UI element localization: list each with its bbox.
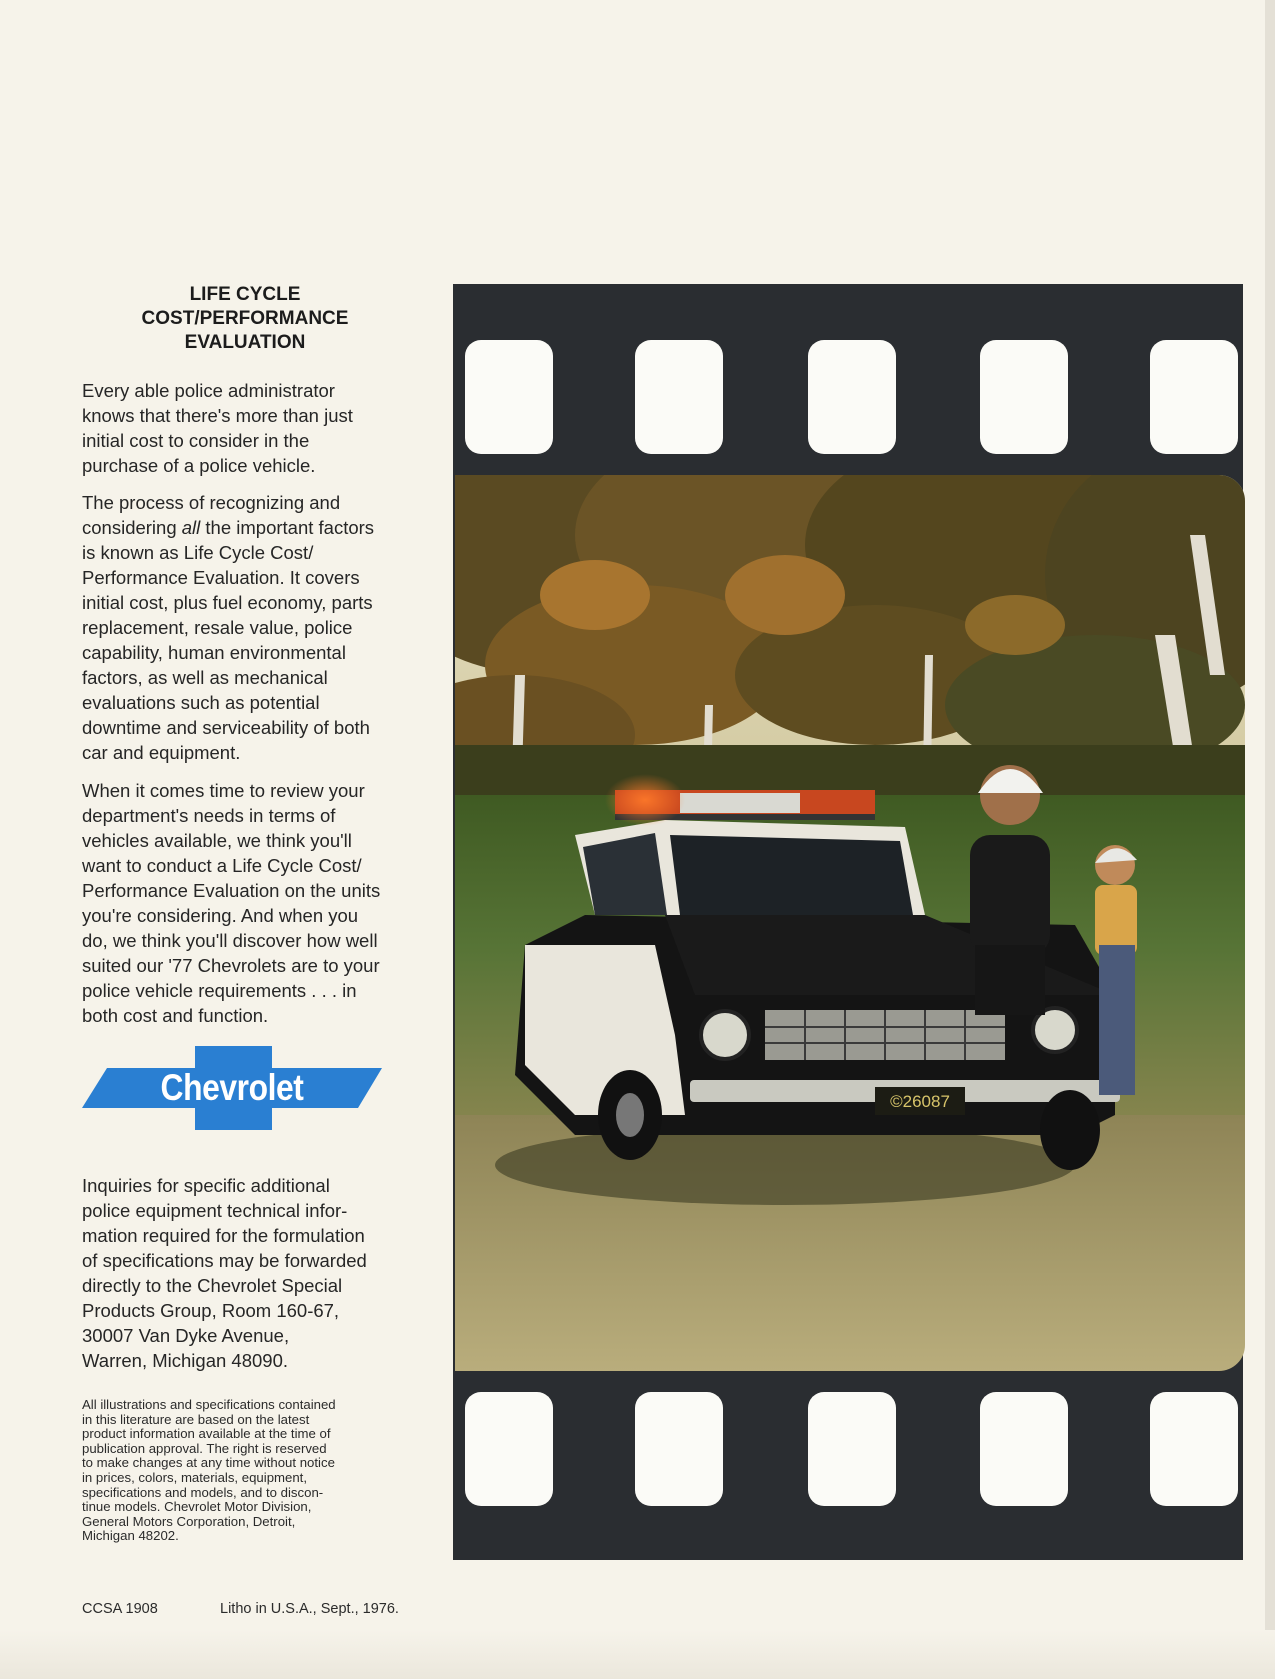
text-line: evaluations such as potential <box>82 692 320 713</box>
sprocket-hole <box>980 1392 1068 1506</box>
text-line: purchase of a police vehicle. <box>82 455 316 476</box>
text-span: considering <box>82 517 182 538</box>
text-line: Products Group, Room 160-67, <box>82 1300 340 1321</box>
text-line: vehicles available, we think you'll <box>82 830 352 851</box>
text-line: knows that there's more than just <box>82 405 353 426</box>
sprocket-hole <box>465 340 553 454</box>
photo-illustration <box>455 475 1245 1371</box>
inquiries-paragraph <box>82 1173 432 1373</box>
fine-line: product information available at the time of <box>82 1426 331 1442</box>
text-line: is known as Life Cycle Cost/ <box>82 542 314 563</box>
process-paragraph <box>82 490 432 765</box>
sprocket-hole <box>635 340 723 454</box>
text-line: car and equipment. <box>82 742 241 763</box>
text-line: Inquiries for specific additional <box>82 1175 330 1196</box>
fine-line: in prices, colors, materials, equipment, <box>82 1469 308 1485</box>
text-line: you're considering. And when you <box>82 905 359 926</box>
fine-line: in this literature are based on the latest <box>82 1411 310 1427</box>
chevrolet-logo-text: Chevrolet <box>160 1067 304 1108</box>
text-span: the important factors <box>200 517 375 538</box>
text-line: want to conduct a Life Cycle Cost/ <box>82 855 362 876</box>
text-line: directly to the Chevrolet Special <box>82 1275 343 1296</box>
page-title <box>110 283 380 355</box>
disclaimer-fine-print <box>82 1398 442 1544</box>
text-line: both cost and function. <box>82 1005 269 1026</box>
sprocket-hole <box>808 340 896 454</box>
text-line: Performance Evaluation. It covers <box>82 567 360 588</box>
text-line: The process of recognizing and <box>82 492 341 513</box>
page-edge <box>1265 0 1275 1679</box>
police-officer <box>970 765 1050 1015</box>
text-line: replacement, resale value, police <box>82 617 353 638</box>
fine-line: Michigan 48202. <box>82 1528 179 1544</box>
text-line: downtime and serviceability of both <box>82 717 370 738</box>
sprocket-hole <box>1150 340 1238 454</box>
sprocket-hole <box>635 1392 723 1506</box>
text-line: mation required for the formulation <box>82 1225 365 1246</box>
text-line: suited our '77 Chevrolets are to your <box>82 955 380 976</box>
sprocket-hole <box>808 1392 896 1506</box>
fine-line: specifications and models, and to discon- <box>82 1484 324 1500</box>
review-paragraph <box>82 778 432 1028</box>
text-line: department's needs in terms of <box>82 805 336 826</box>
fine-line: General Motors Corporation, Detroit, <box>82 1513 296 1529</box>
text-line: police equipment technical infor- <box>82 1200 348 1221</box>
title-line: LIFE CYCLE <box>189 284 301 305</box>
text-line: 30007 Van Dyke Avenue, <box>82 1325 290 1346</box>
text-line: Performance Evaluation on the units <box>82 880 381 901</box>
catalog-code: CCSA 1908 <box>82 1601 158 1617</box>
sprocket-hole <box>1150 1392 1238 1506</box>
police-car-photo <box>455 475 1245 1371</box>
text-line: When it comes time to review your <box>82 780 365 801</box>
license-plate-text: ©26087 <box>890 1092 950 1111</box>
intro-paragraph <box>82 378 432 478</box>
print-date: Litho in U.S.A., Sept., 1976. <box>220 1601 399 1617</box>
page-bottom-shade <box>0 1630 1275 1679</box>
fine-line: to make changes at any time without notice <box>82 1455 335 1471</box>
text-line: police vehicle requirements . . . in <box>82 980 357 1001</box>
text-line: initial cost to consider in the <box>82 430 310 451</box>
fine-line: publication approval. The right is reserved <box>82 1440 327 1456</box>
text-line <box>82 515 432 540</box>
text-line: Every able police administrator <box>82 380 335 401</box>
text-line: Warren, Michigan 48090. <box>82 1350 289 1371</box>
title-line: EVALUATION <box>184 332 306 353</box>
text-line: initial cost, plus fuel economy, parts <box>82 592 373 613</box>
text-line: of specifications may be forwarded <box>82 1250 367 1271</box>
title-line: COST/PERFORMANCE <box>141 308 349 329</box>
text-line: capability, human environmental <box>82 642 346 663</box>
fine-line: All illustrations and specifications contained <box>82 1397 336 1412</box>
sprocket-hole <box>465 1392 553 1506</box>
text-line: do, we think you'll discover how well <box>82 930 378 951</box>
fine-line: tinue models. Chevrolet Motor Division, <box>82 1499 312 1515</box>
emphasis-text: all <box>181 517 201 538</box>
text-line: factors, as well as mechanical <box>82 667 328 688</box>
sprocket-hole <box>980 340 1068 454</box>
